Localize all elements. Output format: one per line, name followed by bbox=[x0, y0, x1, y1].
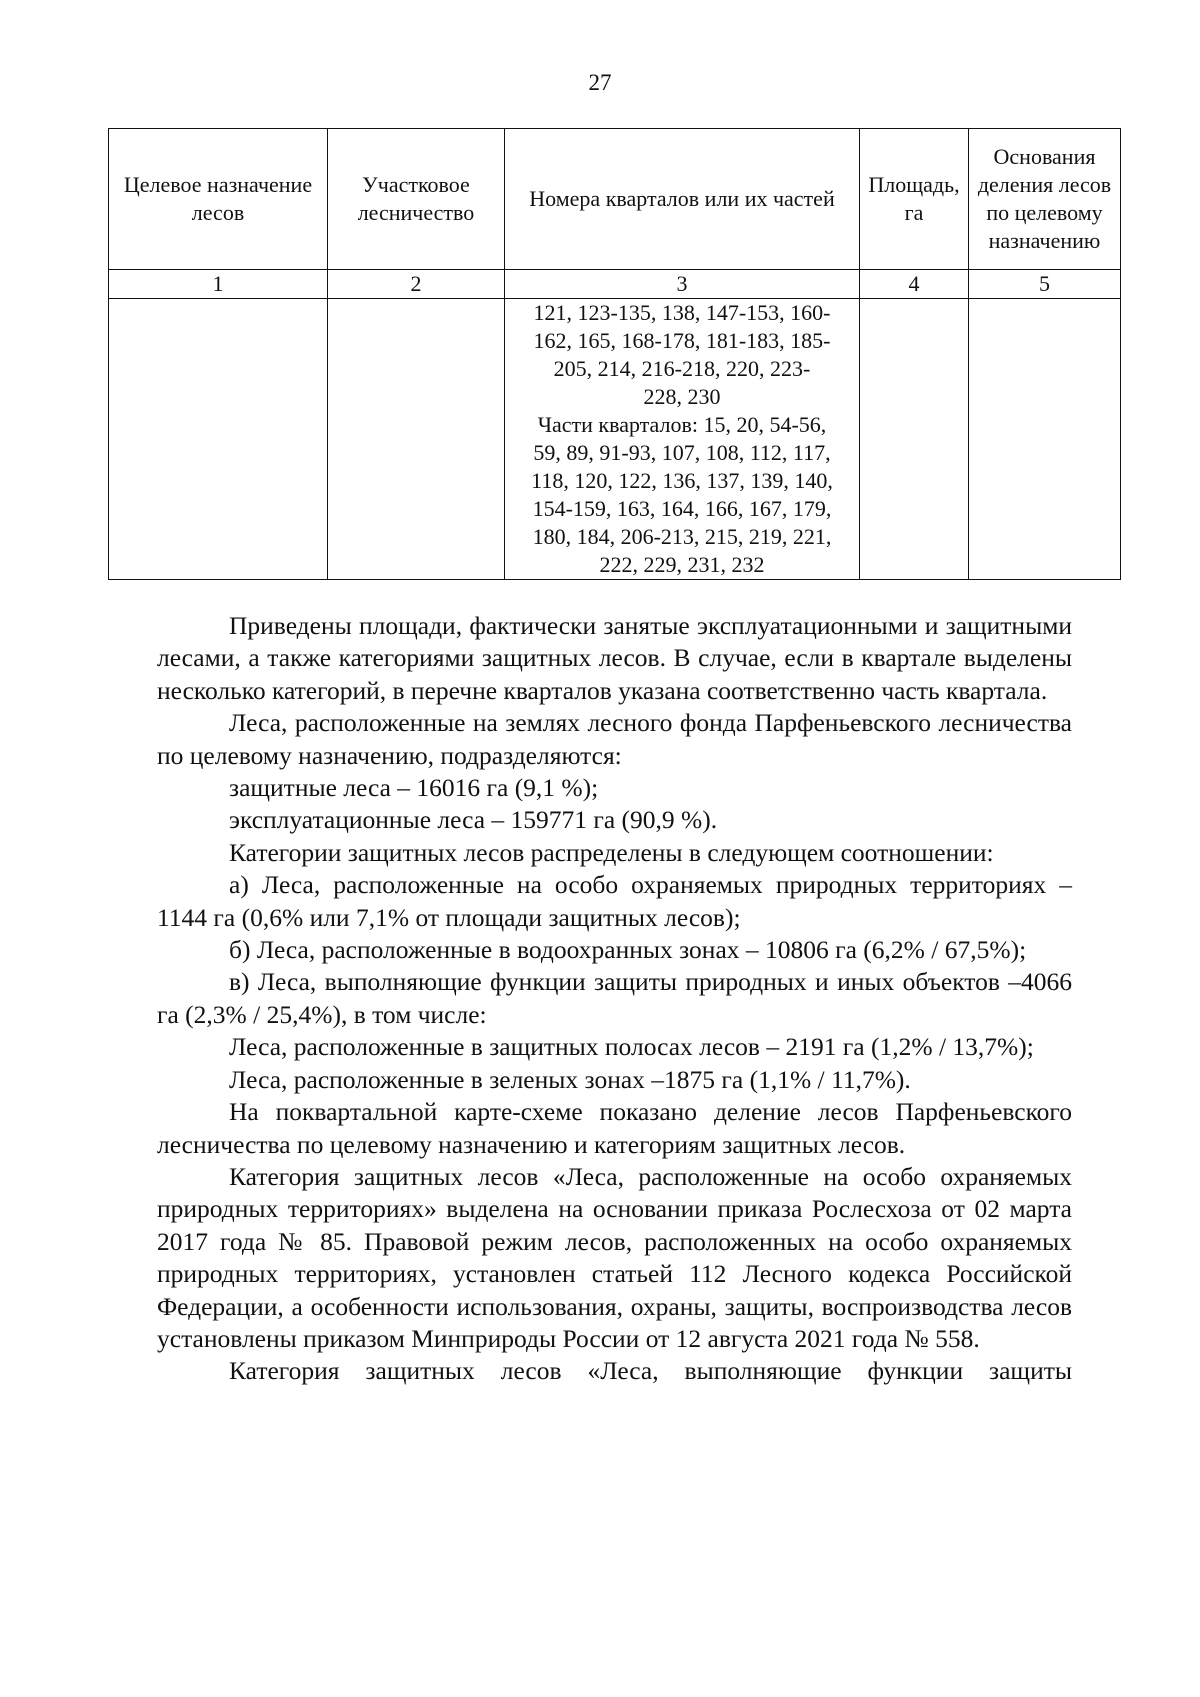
column-number: 2 bbox=[328, 270, 505, 299]
header-district: Участковое лесничество bbox=[328, 129, 505, 270]
column-number: 5 bbox=[969, 270, 1121, 299]
column-number: 3 bbox=[505, 270, 860, 299]
paragraph: б) Леса, расположенные в водоохранных зонах – 10806 га (6,2% / 67,5%); bbox=[229, 935, 1027, 965]
header-basis: Основания деления лесов по целевому назначению bbox=[969, 129, 1121, 270]
table-row bbox=[109, 299, 1121, 580]
paragraph: На поквартальной карте-схеме показано деление лесов Парфеньевского лесничества по целевому назначению и категориям защитных лесов. bbox=[157, 1097, 1072, 1159]
cell-purpose bbox=[109, 299, 328, 580]
document-body bbox=[157, 610, 1072, 1388]
paragraph: Леса, расположенные в зеленых зонах –1875 га (1,1% / 11,7%). bbox=[229, 1064, 911, 1094]
paragraph: в) Леса, выполняющие функции защиты природных и иных объектов –4066 га (2,3% / 25,4%), в том числе: bbox=[157, 967, 1072, 1029]
paragraph: Леса, расположенные в защитных полосах лесов – 2191 га (1,2% / 13,7%); bbox=[229, 1032, 1034, 1062]
paragraph: защитные леса – 16016 га (9,1 %); bbox=[229, 773, 599, 803]
paragraph: Категория защитных лесов «Леса, расположенные на особо охраняемых природных территориях» выделена на основании приказа Рослесхоза от 02 марта 2017 года № 85. Правовой режим лесов, расположенных на особо охраняемых природных территориях, установлен статьей 112 Лесного кодекса Российской Федерации, а особенности использования, охраны, защиты, воспроизводства лесов установлены приказом Минприроды России от 12 августа 2021 года № 558. bbox=[157, 1161, 1072, 1353]
paragraph: Приведены площади, фактически занятые эксплуатационными и защитными лесами, а также категориями защитных лесов. В случае, если в квартале выделены несколько категорий, в перечне кварталов указана соответственно часть квартала. bbox=[157, 611, 1072, 705]
paragraph: Категория защитных лесов «Леса, выполняющие функции защиты bbox=[229, 1356, 1072, 1386]
paragraph: а) Леса, расположенные на особо охраняемых природных территориях – 1144 га (0,6% или 7,1% от площади защитных лесов); bbox=[157, 870, 1072, 932]
header-quarters: Номера кварталов или их частей bbox=[505, 129, 860, 270]
paragraph: Категории защитных лесов распределены в следующем соотношении: bbox=[229, 837, 994, 867]
cell-area bbox=[860, 299, 969, 580]
column-number: 1 bbox=[109, 270, 328, 299]
cell-district bbox=[328, 299, 505, 580]
forest-purpose-table bbox=[108, 128, 1121, 580]
paragraph: эксплуатационные леса – 159771 га (90,9 %). bbox=[229, 805, 718, 835]
paragraph: Леса, расположенные на землях лесного фонда Парфеньевского лесничества по целевому назначению, подразделяются: bbox=[157, 708, 1072, 770]
column-number: 4 bbox=[860, 270, 969, 299]
page-number: 27 bbox=[588, 70, 612, 95]
column-number-row bbox=[109, 270, 1121, 299]
header-area: Площадь, га bbox=[860, 129, 969, 270]
cell-quarters: 121, 123-135, 138, 147-153, 160- 162, 165, 168-178, 181-183, 185- 205, 214, 216-218, 220, 223- 228, 230 Части кварталов: 15, 20, 54-56, 59, 89, 91-93, 107, 108, 112, 117, 118, 120, 122, 136, 137, 139, 140, 154-159, 163, 164, 166, 167, 179, 180, 184, 206-213, 215, 219, 221, 222, 229, 231, 232 bbox=[505, 299, 860, 580]
header-purpose: Целевое назначение лесов bbox=[109, 129, 328, 270]
table-header-row bbox=[109, 129, 1121, 270]
cell-basis bbox=[969, 299, 1121, 580]
